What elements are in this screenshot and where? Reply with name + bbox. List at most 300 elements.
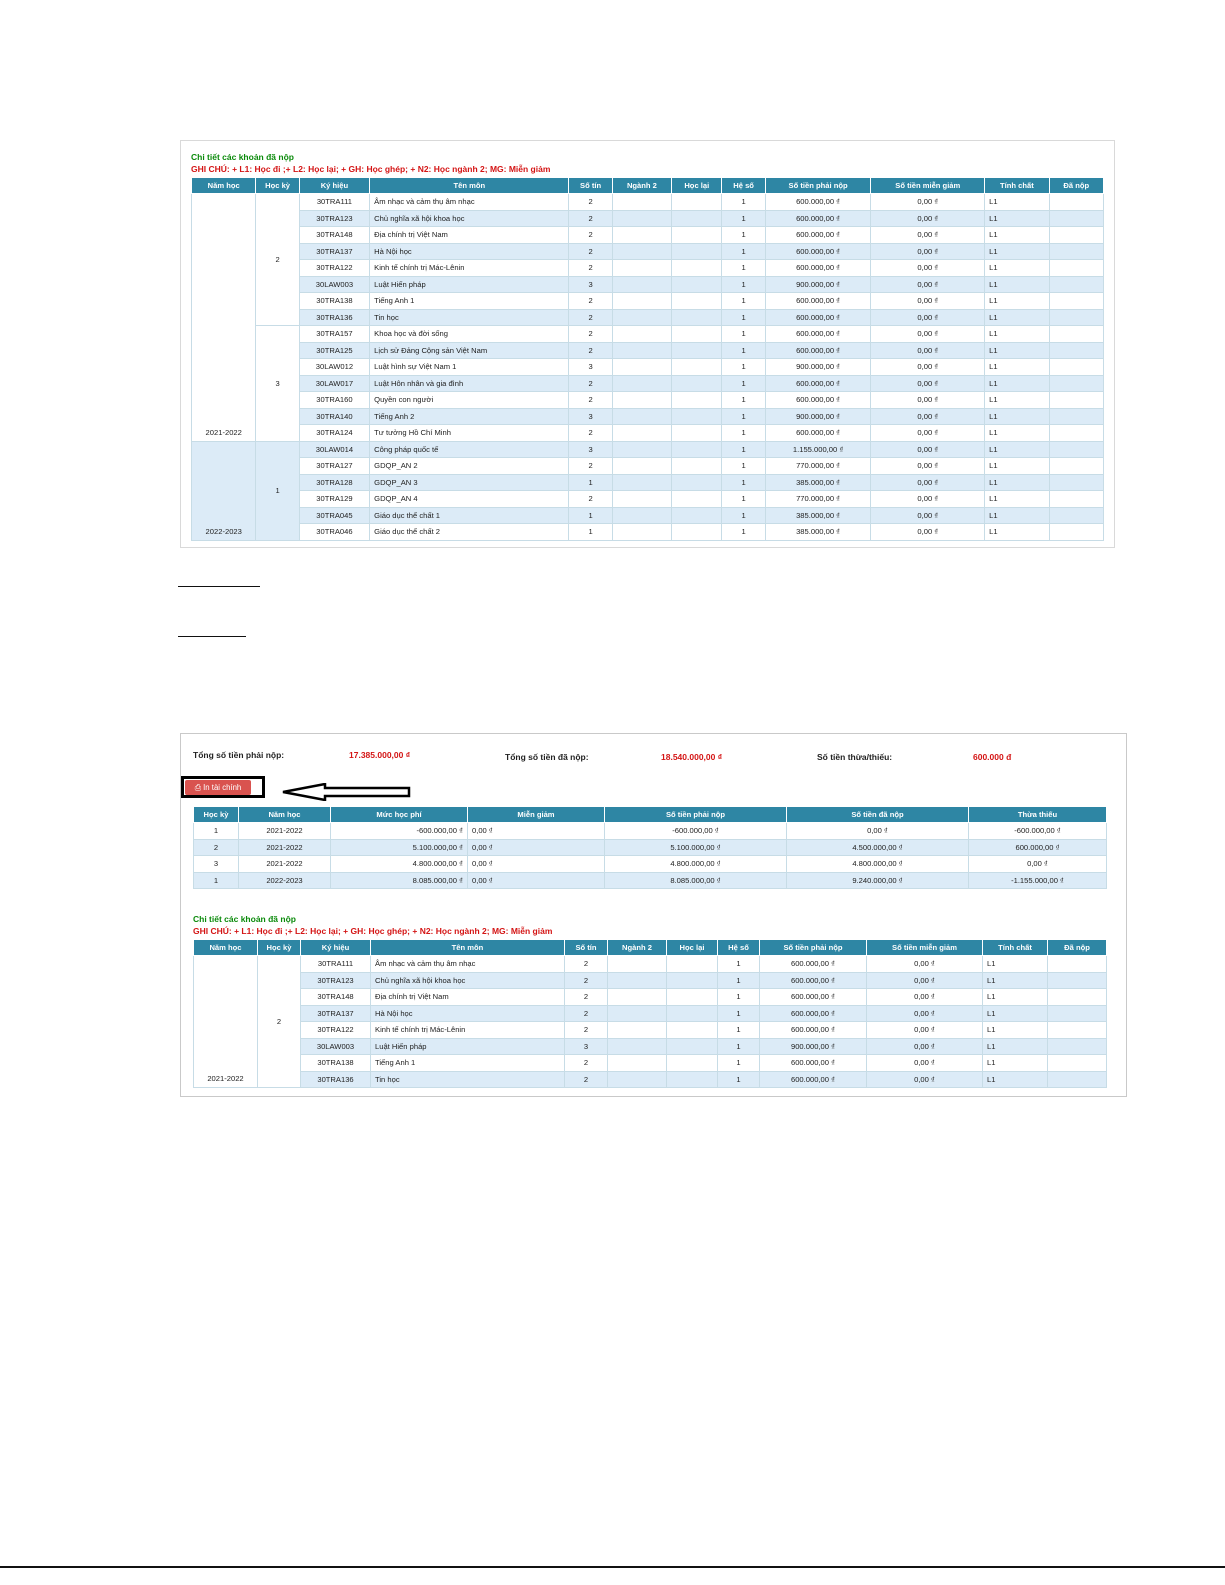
total-paid-value: 18.540.000,00 ₫ xyxy=(661,752,723,762)
credits: 2 xyxy=(565,1055,608,1072)
course-name: GDQP_AN 4 xyxy=(370,491,569,508)
column-header: Tên môn xyxy=(371,940,565,956)
coefficient: 1 xyxy=(722,359,765,376)
summary-discount: 0,00 ₫ xyxy=(468,823,605,840)
fee-discount: 0,00 ₫ xyxy=(871,458,985,475)
column-header: Học lại xyxy=(672,178,722,194)
table-row xyxy=(194,1005,1107,1022)
summary-diff: 0,00 ₫ xyxy=(969,856,1107,873)
page-bottom-rule xyxy=(0,1566,1225,1568)
fee-due: 600.000,00 ₫ xyxy=(760,989,867,1006)
credits: 2 xyxy=(565,1071,608,1088)
course-name: Tư tưởng Hồ Chí Minh xyxy=(370,425,569,442)
table-row xyxy=(192,194,1104,211)
detail-table-2 xyxy=(193,939,1107,1088)
course-code: 30TRA140 xyxy=(299,408,369,425)
table-row xyxy=(192,408,1104,425)
coefficient: 1 xyxy=(722,276,765,293)
course-name: Quyền con người xyxy=(370,392,569,409)
fee-type: L1 xyxy=(983,956,1048,973)
fee-discount: 0,00 ₫ xyxy=(871,474,985,491)
year-cell: 2021-2022 xyxy=(192,194,256,442)
credits: 2 xyxy=(569,293,612,310)
fee-due: 600.000,00 ₫ xyxy=(760,956,867,973)
column-header: Học kỳ xyxy=(256,178,299,194)
fee-type: L1 xyxy=(985,359,1049,376)
major2 xyxy=(612,392,671,409)
credits: 2 xyxy=(569,342,612,359)
credits: 2 xyxy=(569,194,612,211)
balance-label: Số tiền thừa/thiếu: xyxy=(817,752,893,762)
column-header: Số tiền phải nộp xyxy=(765,178,871,194)
table-row xyxy=(194,1055,1107,1072)
fee-type: L1 xyxy=(985,441,1049,458)
paid xyxy=(1048,1071,1107,1088)
summary-table-header xyxy=(194,807,1107,823)
summary-due: 8.085.000,00 ₫ xyxy=(605,872,787,889)
credits: 3 xyxy=(569,441,612,458)
column-header: Tính chất xyxy=(985,178,1049,194)
paid xyxy=(1049,227,1103,244)
retake xyxy=(672,375,722,392)
arrow-icon xyxy=(281,783,421,801)
fee-type: L1 xyxy=(983,972,1048,989)
course-code: 30LAW003 xyxy=(299,276,369,293)
summary-year: 2021-2022 xyxy=(239,823,331,840)
fee-due: 385.000,00 ₫ xyxy=(765,507,871,524)
table-row xyxy=(192,276,1104,293)
details-title-2: Chi tiết các khoản đã nộp xyxy=(193,914,296,924)
fee-discount: 0,00 ₫ xyxy=(871,326,985,343)
credits: 3 xyxy=(569,276,612,293)
column-header: Tính chất xyxy=(983,940,1048,956)
table-row xyxy=(192,210,1104,227)
table-row xyxy=(192,425,1104,442)
major2 xyxy=(612,524,671,541)
coefficient: 1 xyxy=(718,1022,760,1039)
course-name: Giáo dục thể chất 1 xyxy=(370,507,569,524)
summary-paid: 9.240.000,00 ₫ xyxy=(787,872,969,889)
fee-type: L1 xyxy=(983,1038,1048,1055)
paid xyxy=(1049,408,1103,425)
summary-semester: 1 xyxy=(194,872,239,889)
semester-cell: 2 xyxy=(258,956,301,1088)
fee-discount: 0,00 ₫ xyxy=(867,956,983,973)
credits: 3 xyxy=(569,408,612,425)
fee-due: 600.000,00 ₫ xyxy=(765,293,871,310)
course-code: 30TRA138 xyxy=(301,1055,371,1072)
coefficient: 1 xyxy=(722,408,765,425)
course-code: 30TRA123 xyxy=(299,210,369,227)
fee-due: 900.000,00 ₫ xyxy=(760,1038,867,1055)
fee-type: L1 xyxy=(983,1071,1048,1088)
column-header: Mức học phí xyxy=(331,807,468,823)
credits: 2 xyxy=(565,1022,608,1039)
credits: 2 xyxy=(569,260,612,277)
fee-due: 770.000,00 ₫ xyxy=(765,491,871,508)
print-finance-label: In tài chính xyxy=(203,783,242,792)
course-name: Tiếng Anh 2 xyxy=(370,408,569,425)
paid xyxy=(1048,956,1107,973)
summary-row xyxy=(194,823,1107,840)
fee-discount: 0,00 ₫ xyxy=(871,392,985,409)
table-row xyxy=(194,972,1107,989)
column-header: Học kỳ xyxy=(194,807,239,823)
course-name: GDQP_AN 3 xyxy=(370,474,569,491)
fee-due: 600.000,00 ₫ xyxy=(765,375,871,392)
fee-discount: 0,00 ₫ xyxy=(871,359,985,376)
major2 xyxy=(612,309,671,326)
course-code: 30LAW017 xyxy=(299,375,369,392)
fee-discount: 0,00 ₫ xyxy=(871,524,985,541)
retake xyxy=(667,1071,718,1088)
column-header: Số tín xyxy=(569,178,612,194)
retake xyxy=(667,989,718,1006)
summary-row xyxy=(194,839,1107,856)
table-row xyxy=(192,441,1104,458)
fee-due: 600.000,00 ₫ xyxy=(765,210,871,227)
screenshot-finance-page xyxy=(180,733,1127,1097)
major2 xyxy=(612,276,671,293)
course-name: Chủ nghĩa xã hội khoa học xyxy=(370,210,569,227)
fee-due: 600.000,00 ₫ xyxy=(765,425,871,442)
course-name: Tin học xyxy=(371,1071,565,1088)
paid xyxy=(1049,276,1103,293)
paid xyxy=(1049,441,1103,458)
table-row xyxy=(192,227,1104,244)
fee-type: L1 xyxy=(983,989,1048,1006)
major2 xyxy=(612,260,671,277)
course-code: 30TRA157 xyxy=(299,326,369,343)
coefficient: 1 xyxy=(722,293,765,310)
total-due-value: 17.385.000,00 ₫ xyxy=(349,750,411,760)
paid xyxy=(1048,1005,1107,1022)
paid xyxy=(1049,194,1103,211)
underline-2 xyxy=(178,636,246,637)
course-code: 30TRA046 xyxy=(299,524,369,541)
summary-fee: -600.000,00 ₫ xyxy=(331,823,468,840)
credits: 2 xyxy=(565,972,608,989)
course-code: 30TRA148 xyxy=(301,989,371,1006)
fee-discount: 0,00 ₫ xyxy=(871,342,985,359)
paid xyxy=(1048,972,1107,989)
credits: 2 xyxy=(565,1005,608,1022)
table-row xyxy=(192,491,1104,508)
coefficient: 1 xyxy=(718,972,760,989)
course-name: GDQP_AN 2 xyxy=(370,458,569,475)
fee-discount: 0,00 ₫ xyxy=(867,1071,983,1088)
coefficient: 1 xyxy=(722,524,765,541)
legend-note: GHI CHÚ: + L1: Học đi ;+ L2: Học lại; + GH: Học ghép; + N2: Học ngành 2; MG: Miễn giảm xyxy=(191,164,551,174)
major2 xyxy=(612,491,671,508)
table-row xyxy=(192,507,1104,524)
coefficient: 1 xyxy=(718,1055,760,1072)
retake xyxy=(667,1055,718,1072)
year-cell: 2022-2023 xyxy=(192,441,256,540)
fee-discount: 0,00 ₫ xyxy=(867,1022,983,1039)
fee-due: 600.000,00 ₫ xyxy=(760,1005,867,1022)
course-code: 30LAW012 xyxy=(299,359,369,376)
column-header: Số tiền miễn giảm xyxy=(871,178,985,194)
summary-discount: 0,00 ₫ xyxy=(468,872,605,889)
course-code: 30TRA124 xyxy=(299,425,369,442)
fee-discount: 0,00 ₫ xyxy=(871,507,985,524)
course-code: 30TRA045 xyxy=(299,507,369,524)
underline-1 xyxy=(178,586,260,587)
major2 xyxy=(608,1038,667,1055)
table-row xyxy=(192,375,1104,392)
column-header: Số tiền đã nộp xyxy=(787,807,969,823)
retake xyxy=(672,359,722,376)
fee-due: 900.000,00 ₫ xyxy=(765,408,871,425)
fee-type: L1 xyxy=(985,392,1049,409)
fee-due: 385.000,00 ₫ xyxy=(765,474,871,491)
paid xyxy=(1049,359,1103,376)
fee-type: L1 xyxy=(985,375,1049,392)
summary-due: 5.100.000,00 ₫ xyxy=(605,839,787,856)
coefficient: 1 xyxy=(722,227,765,244)
fee-discount: 0,00 ₫ xyxy=(871,441,985,458)
fee-type: L1 xyxy=(985,474,1049,491)
major2 xyxy=(608,972,667,989)
summary-semester: 3 xyxy=(194,856,239,873)
summary-diff: -1.155.000,00 ₫ xyxy=(969,872,1107,889)
major2 xyxy=(612,507,671,524)
fee-discount: 0,00 ₫ xyxy=(867,1055,983,1072)
column-header: Năm học xyxy=(194,940,258,956)
summary-row xyxy=(194,856,1107,873)
fee-discount: 0,00 ₫ xyxy=(867,1005,983,1022)
summary-due: 4.800.000,00 ₫ xyxy=(605,856,787,873)
table-row xyxy=(192,458,1104,475)
major2 xyxy=(612,474,671,491)
summary-discount: 0,00 ₫ xyxy=(468,856,605,873)
column-header: Ký hiệu xyxy=(299,178,369,194)
retake xyxy=(672,441,722,458)
total-due-label: Tổng số tiền phải nộp: xyxy=(193,750,285,760)
coefficient: 1 xyxy=(722,425,765,442)
summary-diff: 600.000,00 ₫ xyxy=(969,839,1107,856)
coefficient: 1 xyxy=(718,1038,760,1055)
credits: 2 xyxy=(569,425,612,442)
paid xyxy=(1048,989,1107,1006)
column-header: Số tín xyxy=(565,940,608,956)
fee-due: 900.000,00 ₫ xyxy=(765,276,871,293)
course-name: Địa chính trị Việt Nam xyxy=(370,227,569,244)
summary-year: 2021-2022 xyxy=(239,839,331,856)
course-name: Luật Hiến pháp xyxy=(371,1038,565,1055)
table-row xyxy=(192,260,1104,277)
fee-discount: 0,00 ₫ xyxy=(871,408,985,425)
fee-type: L1 xyxy=(983,1005,1048,1022)
table-row xyxy=(192,359,1104,376)
paid xyxy=(1049,425,1103,442)
fee-due: 600.000,00 ₫ xyxy=(765,342,871,359)
paid xyxy=(1048,1038,1107,1055)
major2 xyxy=(612,458,671,475)
coefficient: 1 xyxy=(722,491,765,508)
balance-value: 600.000 đ xyxy=(973,752,1012,762)
paid xyxy=(1049,507,1103,524)
credits: 2 xyxy=(569,210,612,227)
course-code: 30TRA111 xyxy=(299,194,369,211)
detail-table xyxy=(191,177,1104,541)
table-row xyxy=(192,293,1104,310)
credits: 2 xyxy=(569,309,612,326)
course-name: Tin học xyxy=(370,309,569,326)
column-header: Tên môn xyxy=(370,178,569,194)
retake xyxy=(667,972,718,989)
fee-type: L1 xyxy=(985,260,1049,277)
retake xyxy=(672,408,722,425)
coefficient: 1 xyxy=(722,441,765,458)
printer-icon: ⎙ xyxy=(194,783,201,792)
course-code: 30TRA148 xyxy=(299,227,369,244)
fee-due: 600.000,00 ₫ xyxy=(760,1055,867,1072)
course-code: 30TRA137 xyxy=(301,1005,371,1022)
paid xyxy=(1049,309,1103,326)
coefficient: 1 xyxy=(722,458,765,475)
course-code: 30TRA127 xyxy=(299,458,369,475)
paid xyxy=(1049,375,1103,392)
print-finance-button[interactable] xyxy=(185,780,251,795)
fee-due: 600.000,00 ₫ xyxy=(760,972,867,989)
course-name: Kinh tế chính trị Mác-Lênin xyxy=(370,260,569,277)
course-code: 30LAW003 xyxy=(301,1038,371,1055)
credits: 2 xyxy=(569,243,612,260)
column-header: Học lại xyxy=(667,940,718,956)
course-name: Công pháp quốc tế xyxy=(370,441,569,458)
coefficient: 1 xyxy=(718,1071,760,1088)
fee-due: 600.000,00 ₫ xyxy=(760,1022,867,1039)
credits: 2 xyxy=(569,227,612,244)
fee-discount: 0,00 ₫ xyxy=(867,972,983,989)
summary-discount: 0,00 ₫ xyxy=(468,839,605,856)
paid xyxy=(1049,524,1103,541)
total-paid-label: Tổng số tiền đã nộp: xyxy=(505,752,589,762)
major2 xyxy=(608,1005,667,1022)
fee-discount: 0,00 ₫ xyxy=(871,293,985,310)
summary-fee: 4.800.000,00 ₫ xyxy=(331,856,468,873)
fee-type: L1 xyxy=(985,194,1049,211)
summary-diff: -600.000,00 ₫ xyxy=(969,823,1107,840)
paid xyxy=(1049,260,1103,277)
fee-discount: 0,00 ₫ xyxy=(871,491,985,508)
course-code: 30TRA160 xyxy=(299,392,369,409)
fee-type: L1 xyxy=(985,524,1049,541)
semester-cell: 2 xyxy=(256,194,299,326)
major2 xyxy=(612,359,671,376)
major2 xyxy=(612,326,671,343)
fee-due: 900.000,00 ₫ xyxy=(765,359,871,376)
fee-type: L1 xyxy=(983,1022,1048,1039)
fee-type: L1 xyxy=(985,408,1049,425)
course-name: Luật hình sự Việt Nam 1 xyxy=(370,359,569,376)
paid xyxy=(1049,342,1103,359)
detail-table-2-header xyxy=(194,940,1107,956)
retake xyxy=(672,194,722,211)
course-name: Hà Nội học xyxy=(370,243,569,260)
column-header: Ngành 2 xyxy=(612,178,671,194)
coefficient: 1 xyxy=(718,1005,760,1022)
fee-type: L1 xyxy=(985,309,1049,326)
fee-discount: 0,00 ₫ xyxy=(871,425,985,442)
coefficient: 1 xyxy=(718,956,760,973)
course-name: Kinh tế chính trị Mác-Lênin xyxy=(371,1022,565,1039)
column-header: Số tiền miễn giảm xyxy=(867,940,983,956)
column-header: Đã nộp xyxy=(1049,178,1103,194)
table-row xyxy=(194,989,1107,1006)
major2 xyxy=(608,956,667,973)
table-row xyxy=(192,474,1104,491)
retake xyxy=(672,227,722,244)
table-row xyxy=(192,392,1104,409)
coefficient: 1 xyxy=(722,507,765,524)
credits: 3 xyxy=(565,1038,608,1055)
coefficient: 1 xyxy=(722,375,765,392)
fee-due: 385.000,00 ₫ xyxy=(765,524,871,541)
table-row xyxy=(192,524,1104,541)
course-name: Tiếng Anh 1 xyxy=(371,1055,565,1072)
credits: 1 xyxy=(569,507,612,524)
summary-year: 2021-2022 xyxy=(239,856,331,873)
fee-type: L1 xyxy=(985,342,1049,359)
fee-due: 1.155.000,00 ₫ xyxy=(765,441,871,458)
table-row xyxy=(194,1038,1107,1055)
column-header: Học kỳ xyxy=(258,940,301,956)
fee-discount: 0,00 ₫ xyxy=(871,210,985,227)
totals-bar xyxy=(193,750,1114,776)
retake xyxy=(672,243,722,260)
course-name: Tiếng Anh 1 xyxy=(370,293,569,310)
retake xyxy=(672,491,722,508)
major2 xyxy=(608,1055,667,1072)
fee-type: L1 xyxy=(985,507,1049,524)
detail-table-header xyxy=(192,178,1104,194)
coefficient: 1 xyxy=(722,243,765,260)
course-name: Âm nhạc và cảm thụ âm nhạc xyxy=(371,956,565,973)
fee-type: L1 xyxy=(985,210,1049,227)
course-name: Khoa học và đời sống xyxy=(370,326,569,343)
course-name: Luật Hiến pháp xyxy=(370,276,569,293)
year-cell: 2021-2022 xyxy=(194,956,258,1088)
retake xyxy=(667,1022,718,1039)
fee-discount: 0,00 ₫ xyxy=(871,276,985,293)
column-header: Số tiền phải nộp xyxy=(760,940,867,956)
retake xyxy=(672,507,722,524)
print-area xyxy=(193,776,1114,806)
course-name: Giáo dục thể chất 2 xyxy=(370,524,569,541)
fee-discount: 0,00 ₫ xyxy=(871,194,985,211)
paid xyxy=(1049,326,1103,343)
coefficient: 1 xyxy=(722,210,765,227)
retake xyxy=(672,260,722,277)
column-header: Số tiền phải nộp xyxy=(605,807,787,823)
major2 xyxy=(608,1071,667,1088)
fee-type: L1 xyxy=(985,458,1049,475)
course-code: 30TRA137 xyxy=(299,243,369,260)
paid xyxy=(1049,474,1103,491)
course-code: 30TRA136 xyxy=(299,309,369,326)
fee-type: L1 xyxy=(983,1055,1048,1072)
credits: 2 xyxy=(569,491,612,508)
course-code: 30TRA136 xyxy=(301,1071,371,1088)
course-code: 30TRA122 xyxy=(301,1022,371,1039)
paid xyxy=(1049,491,1103,508)
table-row xyxy=(192,342,1104,359)
credits: 1 xyxy=(569,524,612,541)
fee-discount: 0,00 ₫ xyxy=(871,243,985,260)
